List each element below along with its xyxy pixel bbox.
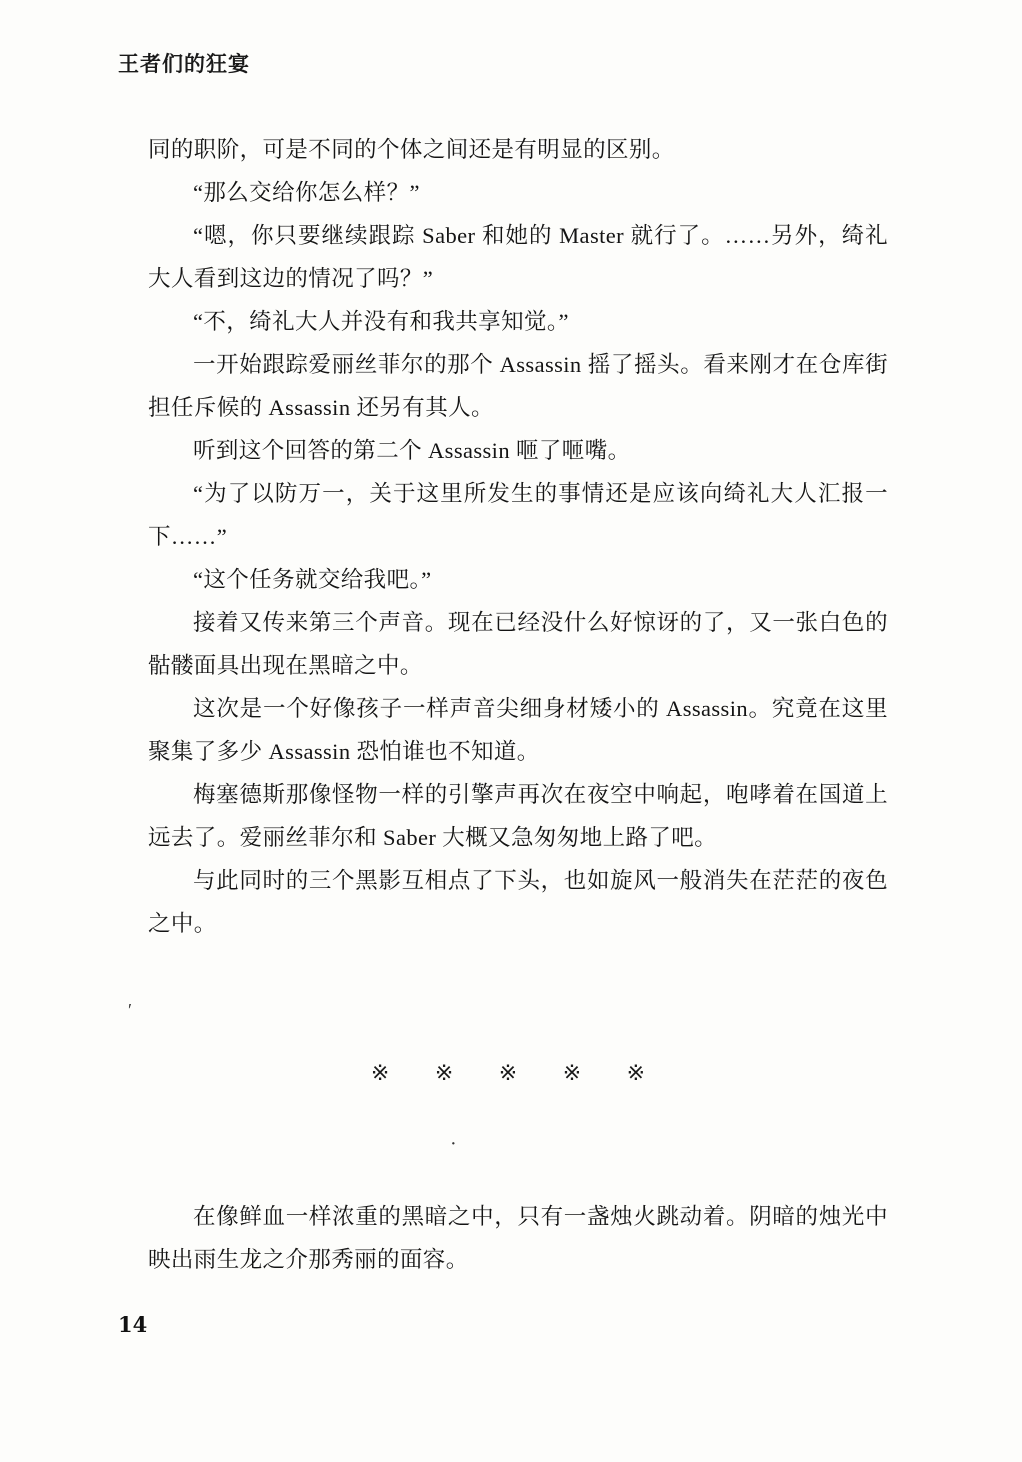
- paragraph: “这个任务就交给我吧。”: [193, 567, 432, 592]
- paragraph: 与此同时的三个黑影互相点了下头，也如旋风一般消失在茫茫的夜色之中。: [148, 868, 888, 936]
- paragraph: “不，绮礼大人并没有和我共享知觉。”: [193, 309, 569, 334]
- paragraph: 在像鲜血一样浓重的黑暗之中，只有一盏烛火跳动着。阴暗的烛光中映出雨生龙之介那秀丽的面容。: [148, 1204, 888, 1272]
- paragraph: 听到这个回答的第二个 Assassin 咂了咂嘴。: [193, 438, 631, 463]
- page-number: 14: [118, 1312, 148, 1337]
- paragraph: 接着又传来第三个声音。现在已经没什么好惊讶的了，又一张白色的骷髅面具出现在黑暗之中。: [148, 610, 888, 678]
- paragraph: “为了以防万一，关于这里所发生的事情还是应该向绮礼大人汇报一下……”: [148, 481, 888, 549]
- stray-mark: ′: [128, 1000, 132, 1020]
- paragraph: 同的职阶，可是不同的个体之间还是有明显的区别。: [148, 137, 675, 162]
- center-dot-mark: ·: [450, 1133, 457, 1155]
- secondary-body-text: [148, 1195, 888, 1281]
- paragraph: 梅塞德斯那像怪物一样的引擎声再次在夜空中响起，咆哮着在国道上远去了。爱丽丝菲尔和 Saber 大概又急匆匆地上路了吧。: [148, 782, 888, 850]
- paragraph: 这次是一个好像孩子一样声音尖细身材矮小的 Assassin。究竟在这里聚集了多少 Assassin 恐怕谁也不知道。: [148, 696, 888, 764]
- main-body-text: [148, 128, 888, 945]
- section-separator: ※ ※ ※ ※ ※: [370, 1060, 666, 1085]
- page-header-title: 王者们的狂宴: [118, 51, 250, 76]
- paragraph: 一开始跟踪爱丽丝菲尔的那个 Assassin 摇了摇头。看来刚才在仓库街担任斥候的 Assassin 还另有其人。: [148, 352, 888, 420]
- paragraph: “那么交给你怎么样？”: [193, 180, 420, 205]
- paragraph: “嗯，你只要继续跟踪 Saber 和她的 Master 就行了。……另外，绮礼大人看到这边的情况了吗？”: [148, 223, 888, 291]
